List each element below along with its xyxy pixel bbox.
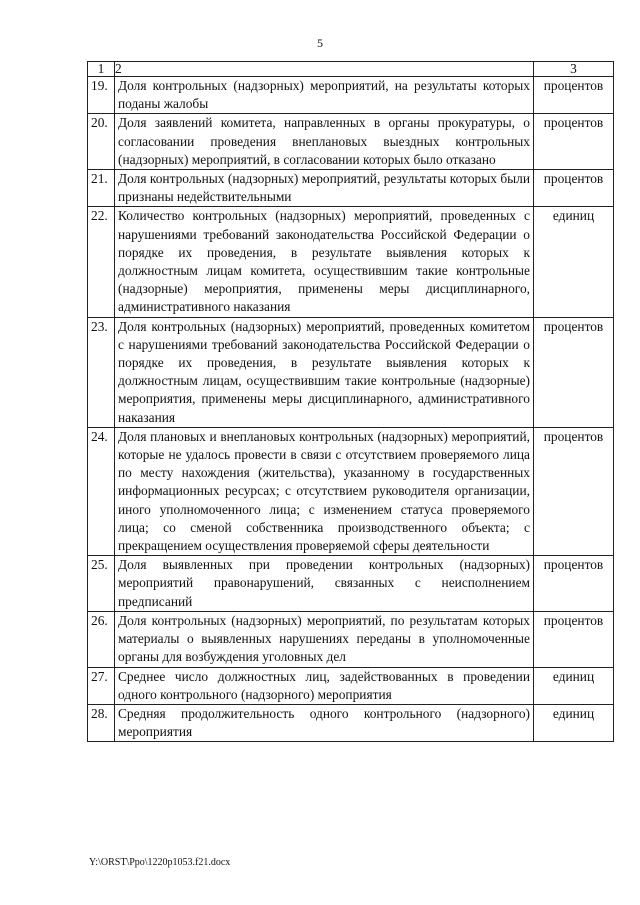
row-unit: единиц [534, 207, 614, 317]
row-indicator-text: Доля заявлений комитета, направленных в органы прокуратуры, о согласовании проведения внеплановых выездных контрольных (надзорных) мероприятий, в согласовании которых было отказано [115, 114, 534, 170]
indicators-table [87, 61, 614, 742]
row-unit: процентов [534, 77, 614, 114]
table-row [88, 317, 614, 427]
table-row [88, 704, 614, 741]
row-unit: процентов [534, 611, 614, 667]
row-indicator-text: Доля контрольных (надзорных) мероприятий, проведенных комитетом с нарушениями требований законодательства Российской Федерации о порядке их проведения, в результате выявления которых к должностным лицам, осуществившим такие контрольные (надзорные) мероприятия, применены меры дисциплинарного, административного наказания [115, 317, 534, 427]
row-indicator-text: Количество контрольных (надзорных) мероприятий, проведенных с нарушениями требований законодательства Российской Федерации о порядке их проведения, в результате выявления которых к должностным лицам комитета, осуществившим такие контрольные (надзорные) мероприятия, применены меры дисциплинарного, административного наказания [115, 207, 534, 317]
row-indicator-text: Доля выявленных при проведении контрольных (надзорных) мероприятий правонарушений, связанных с неисполнением предписаний [115, 556, 534, 612]
row-unit: единиц [534, 704, 614, 741]
row-number: 25. [88, 556, 115, 612]
row-number: 24. [88, 427, 115, 555]
row-number: 21. [88, 170, 115, 207]
row-indicator-text: Средняя продолжительность одного контрольного (надзорного) мероприятия [115, 704, 534, 741]
row-unit: процентов [534, 556, 614, 612]
table-header-row [88, 62, 614, 77]
table-row [88, 170, 614, 207]
row-unit: процентов [534, 170, 614, 207]
column-header-1: 1 [88, 62, 115, 77]
row-number: 28. [88, 704, 115, 741]
table-row [88, 114, 614, 170]
row-number: 19. [88, 77, 115, 114]
row-indicator-text: Доля контрольных (надзорных) мероприятий, на результаты которых поданы жалобы [115, 77, 534, 114]
table-row [88, 77, 614, 114]
table-row [88, 427, 614, 555]
row-indicator-text: Доля контрольных (надзорных) мероприятий, по результатам которых материалы о выявленных нарушениях переданы в уполномоченные органы для возбуждения уголовных дел [115, 611, 534, 667]
row-unit: процентов [534, 427, 614, 555]
column-header-3: 3 [534, 62, 614, 77]
row-number: 20. [88, 114, 115, 170]
row-number: 22. [88, 207, 115, 317]
row-number: 26. [88, 611, 115, 667]
table-row [88, 611, 614, 667]
row-indicator-text: Доля плановых и внеплановых контрольных (надзорных) мероприятий, которые не удалось провести в связи с отсутствием проверяемого лица по месту нахождения (жительства), указанному в государственных информационных ресурсах; с отсутствием руководителя организации, иного уполномоченного лица; с изменением статуса проверяемого лица; со сменой собственника производственного объекта; с прекращением осуществления проверяемой сферы деятельности [115, 427, 534, 555]
row-number: 27. [88, 667, 115, 704]
column-header-2: 2 [115, 62, 534, 77]
table-row [88, 556, 614, 612]
row-number: 23. [88, 317, 115, 427]
row-unit: процентов [534, 317, 614, 427]
page-number: 5 [317, 36, 323, 50]
table-row [88, 207, 614, 317]
table-row [88, 667, 614, 704]
footer-file-path: Y:\ORST\Ppo\1220p1053.f21.docx [89, 857, 231, 868]
row-unit: процентов [534, 114, 614, 170]
row-indicator-text: Среднее число должностных лиц, задействованных в проведении одного контрольного (надзорного) мероприятия [115, 667, 534, 704]
row-indicator-text: Доля контрольных (надзорных) мероприятий, результаты которых были признаны недействительными [115, 170, 534, 207]
row-unit: единиц [534, 667, 614, 704]
